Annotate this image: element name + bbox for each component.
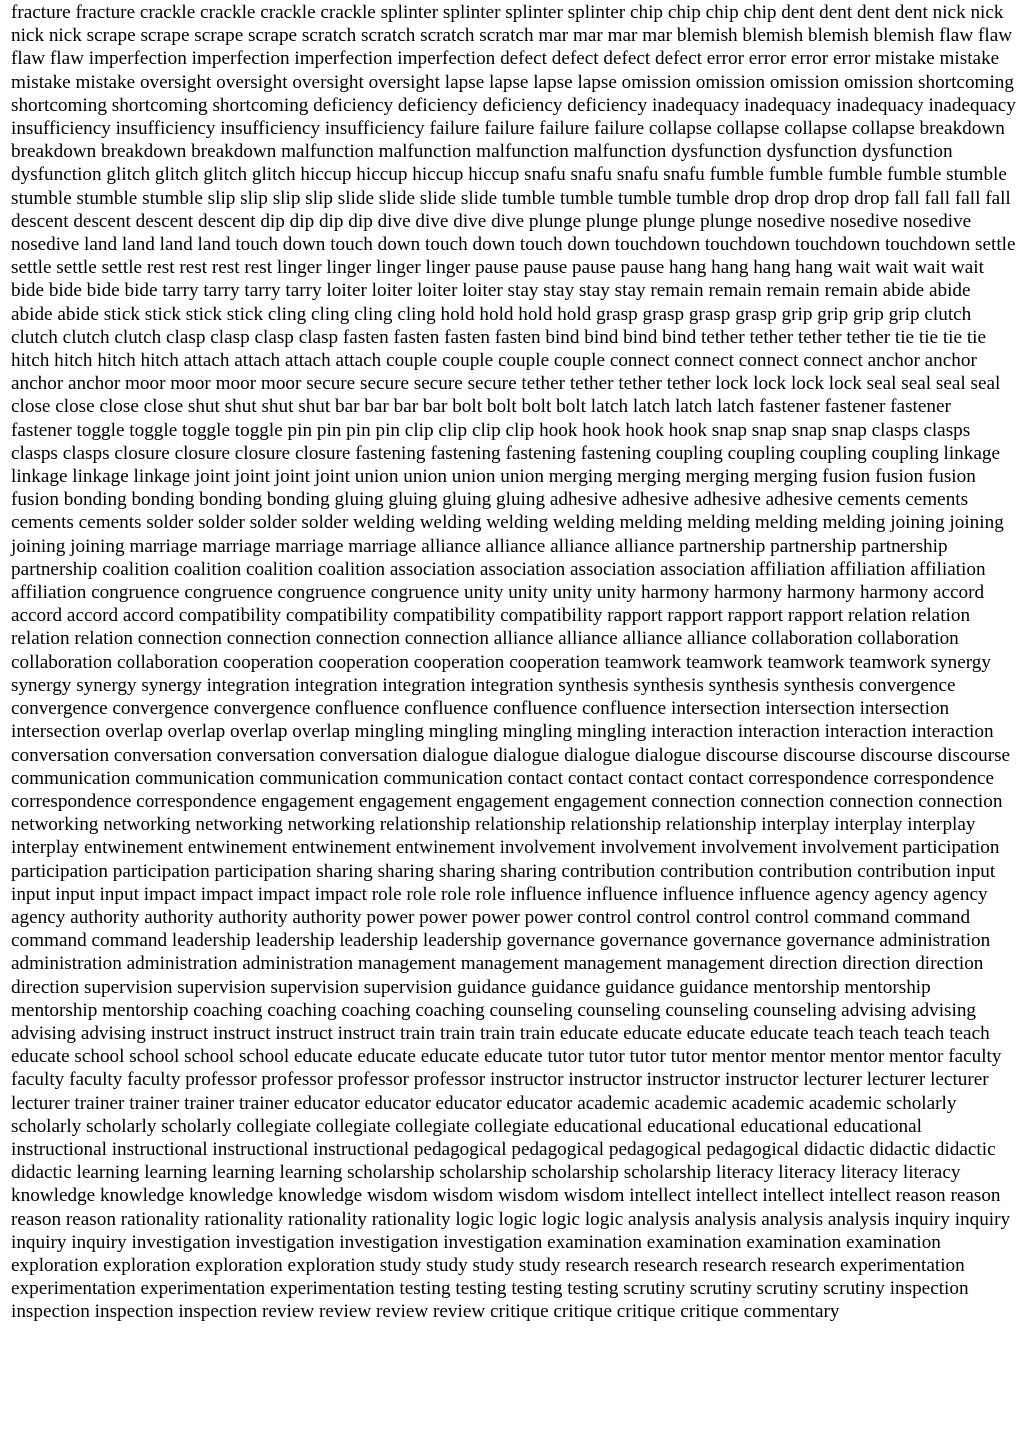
body-text: fracture fracture crackle crackle crackle crackle splinter splinter splinter splinter chip chip chip chip dent dent dent dent nick nick nick nick scrape scrape scrape scrape scratch scratch scratch scratch mar mar mar mar blemish blemish blemish blemish flaw flaw flaw flaw imperfection imperfection imperfection imperfection defect defect defect defect error error error error mistake mistake mistake mistake oversight oversight oversight oversight lapse lapse lapse lapse omission omission omission omission shortcoming shortcoming shortcoming shortcoming deficiency deficiency deficiency deficiency inadequacy inadequacy inadequacy inadequacy insufficiency insufficiency insufficiency insufficiency failure failure failure failure collapse collapse collapse collapse breakdown breakdown breakdown breakdown malfunction malfunction malfunction malfunction dysfunction dysfunction dysfunction dysfunction glitch glitch glitch glitch hiccup hiccup hiccup hiccup snafu snafu snafu snafu fumble fumble fumble fumble stumble stumble stumble stumble slip slip slip slip slide slide slide slide tumble tumble tumble tumble drop drop drop drop fall fall fall fall descent descent descent descent dip dip dip dip dive dive dive dive plunge plunge plunge plunge nosedive nosedive nosedive nosedive land land land land touch down touch down touch down touch down touchdown touchdown touchdown touchdown settle settle settle settle rest rest rest rest linger linger linger linger pause pause pause pause hang hang hang hang wait wait wait wait bide bide bide bide tarry tarry tarry tarry loiter loiter loiter loiter stay stay stay stay remain remain remain remain abide abide abide abide stick stick stick stick cling cling cling cling hold hold hold hold grasp grasp grasp grasp grip grip grip grip clutch clutch clutch clutch clasp clasp clasp clasp fasten fasten fasten fasten bind bind bind bind tether tether tether tether tie tie tie tie hitch hitch hitch hitch attach attach attach attach couple couple couple couple connect connect connect connect anchor anchor anchor anchor moor moor moor moor secure secure secure secure tether tether tether tether lock lock lock lock seal seal seal seal close close close close shut shut shut shut bar bar bar bar bolt bolt bolt bolt latch latch latch latch fastener fastener fastener fastener toggle toggle toggle toggle pin pin pin pin clip clip clip clip hook hook hook hook snap snap snap snap clasps clasps clasps clasps closure closure closure closure fastening fastening fastening fastening coupling coupling coupling coupling linkage linkage linkage linkage joint joint joint joint union union union union merging merging merging merging fusion fusion fusion fusion bonding bonding bonding bonding gluing gluing gluing gluing adhesive adhesive adhesive adhesive cements cements cements cements solder solder solder solder welding welding welding welding melding melding melding melding joining joining joining joining marriage marriage marriage marriage alliance alliance alliance alliance partnership partnership partnership partnership coalition coalition coalition coalition association association association association affiliation affiliation affiliation affiliation congruence congruence congruence congruence unity unity unity unity harmony harmony harmony harmony accord accord accord accord compatibility compatibility compatibility compatibility rapport rapport rapport rapport relation relation relation relation connection connection connection connection alliance alliance alliance alliance collaboration collaboration collaboration collaboration cooperation cooperation cooperation cooperation teamwork teamwork teamwork teamwork synergy synergy synergy synergy integration integration integration integration synthesis synthesis synthesis synthesis convergence convergence convergence convergence confluence confluence confluence confluence intersection intersection intersection intersection overlap overlap overlap overlap mingling mingling mingling mingling interaction interaction interaction interaction conversation conversation conversation conversation dialogue dialogue dialogue dialogue discourse discourse discourse discourse communication communication communication communication contact contact contact contact correspondence correspondence correspondence correspondence engagement engagement engagement engagement connection connection connection connection networking networking networking networking relationship relationship relationship relationship interplay interplay interplay interplay entwinement entwinement entwinement entwinement involvement involvement involvement involvement participation participation participation participation sharing sharing sharing sharing contribution contribution contribution contribution input input input input impact impact impact impact role role role role influence influence influence influence agency agency agency agency authority authority authority authority power power power power control control control control command command command command leadership leadership leadership leadership governance governance governance governance administration administration administration administration management management management management direction direction direction direction supervision supervision supervision supervision guidance guidance guidance guidance mentorship mentorship mentorship mentorship coaching coaching coaching coaching counseling counseling counseling counseling advising advising advising advising instruct instruct instruct instruct train train train train educate educate educate educate teach teach teach teach educate school school school school educate educate educate educate tutor tutor tutor tutor mentor mentor mentor mentor faculty faculty faculty faculty professor professor professor professor instructor instructor instructor instructor lecturer lecturer lecturer lecturer trainer trainer trainer trainer educator educator educator educator academic academic academic academic scholarly scholarly scholarly scholarly collegiate collegiate collegiate collegiate educational educational educational educational instructional instructional instructional instructional pedagogical pedagogical pedagogical pedagogical didactic didactic didactic didactic learning learning learning learning scholarship scholarship scholarship scholarship literacy literacy literacy literacy knowledge knowledge knowledge knowledge wisdom wisdom wisdom wisdom intellect intellect intellect intellect reason reason reason reason rationality rationality rationality rationality logic logic logic logic analysis analysis analysis analysis inquiry inquiry inquiry inquiry investigation investigation investigation investigation examination examination examination examination exploration exploration exploration exploration study study study study research research research research experimentation experimentation experimentation experimentation testing testing testing testing scrutiny scrutiny scrutiny scrutiny inspection inspection inspection inspection review review review review critique critique critique critique commentary <box>11 2 1016 1323</box>
